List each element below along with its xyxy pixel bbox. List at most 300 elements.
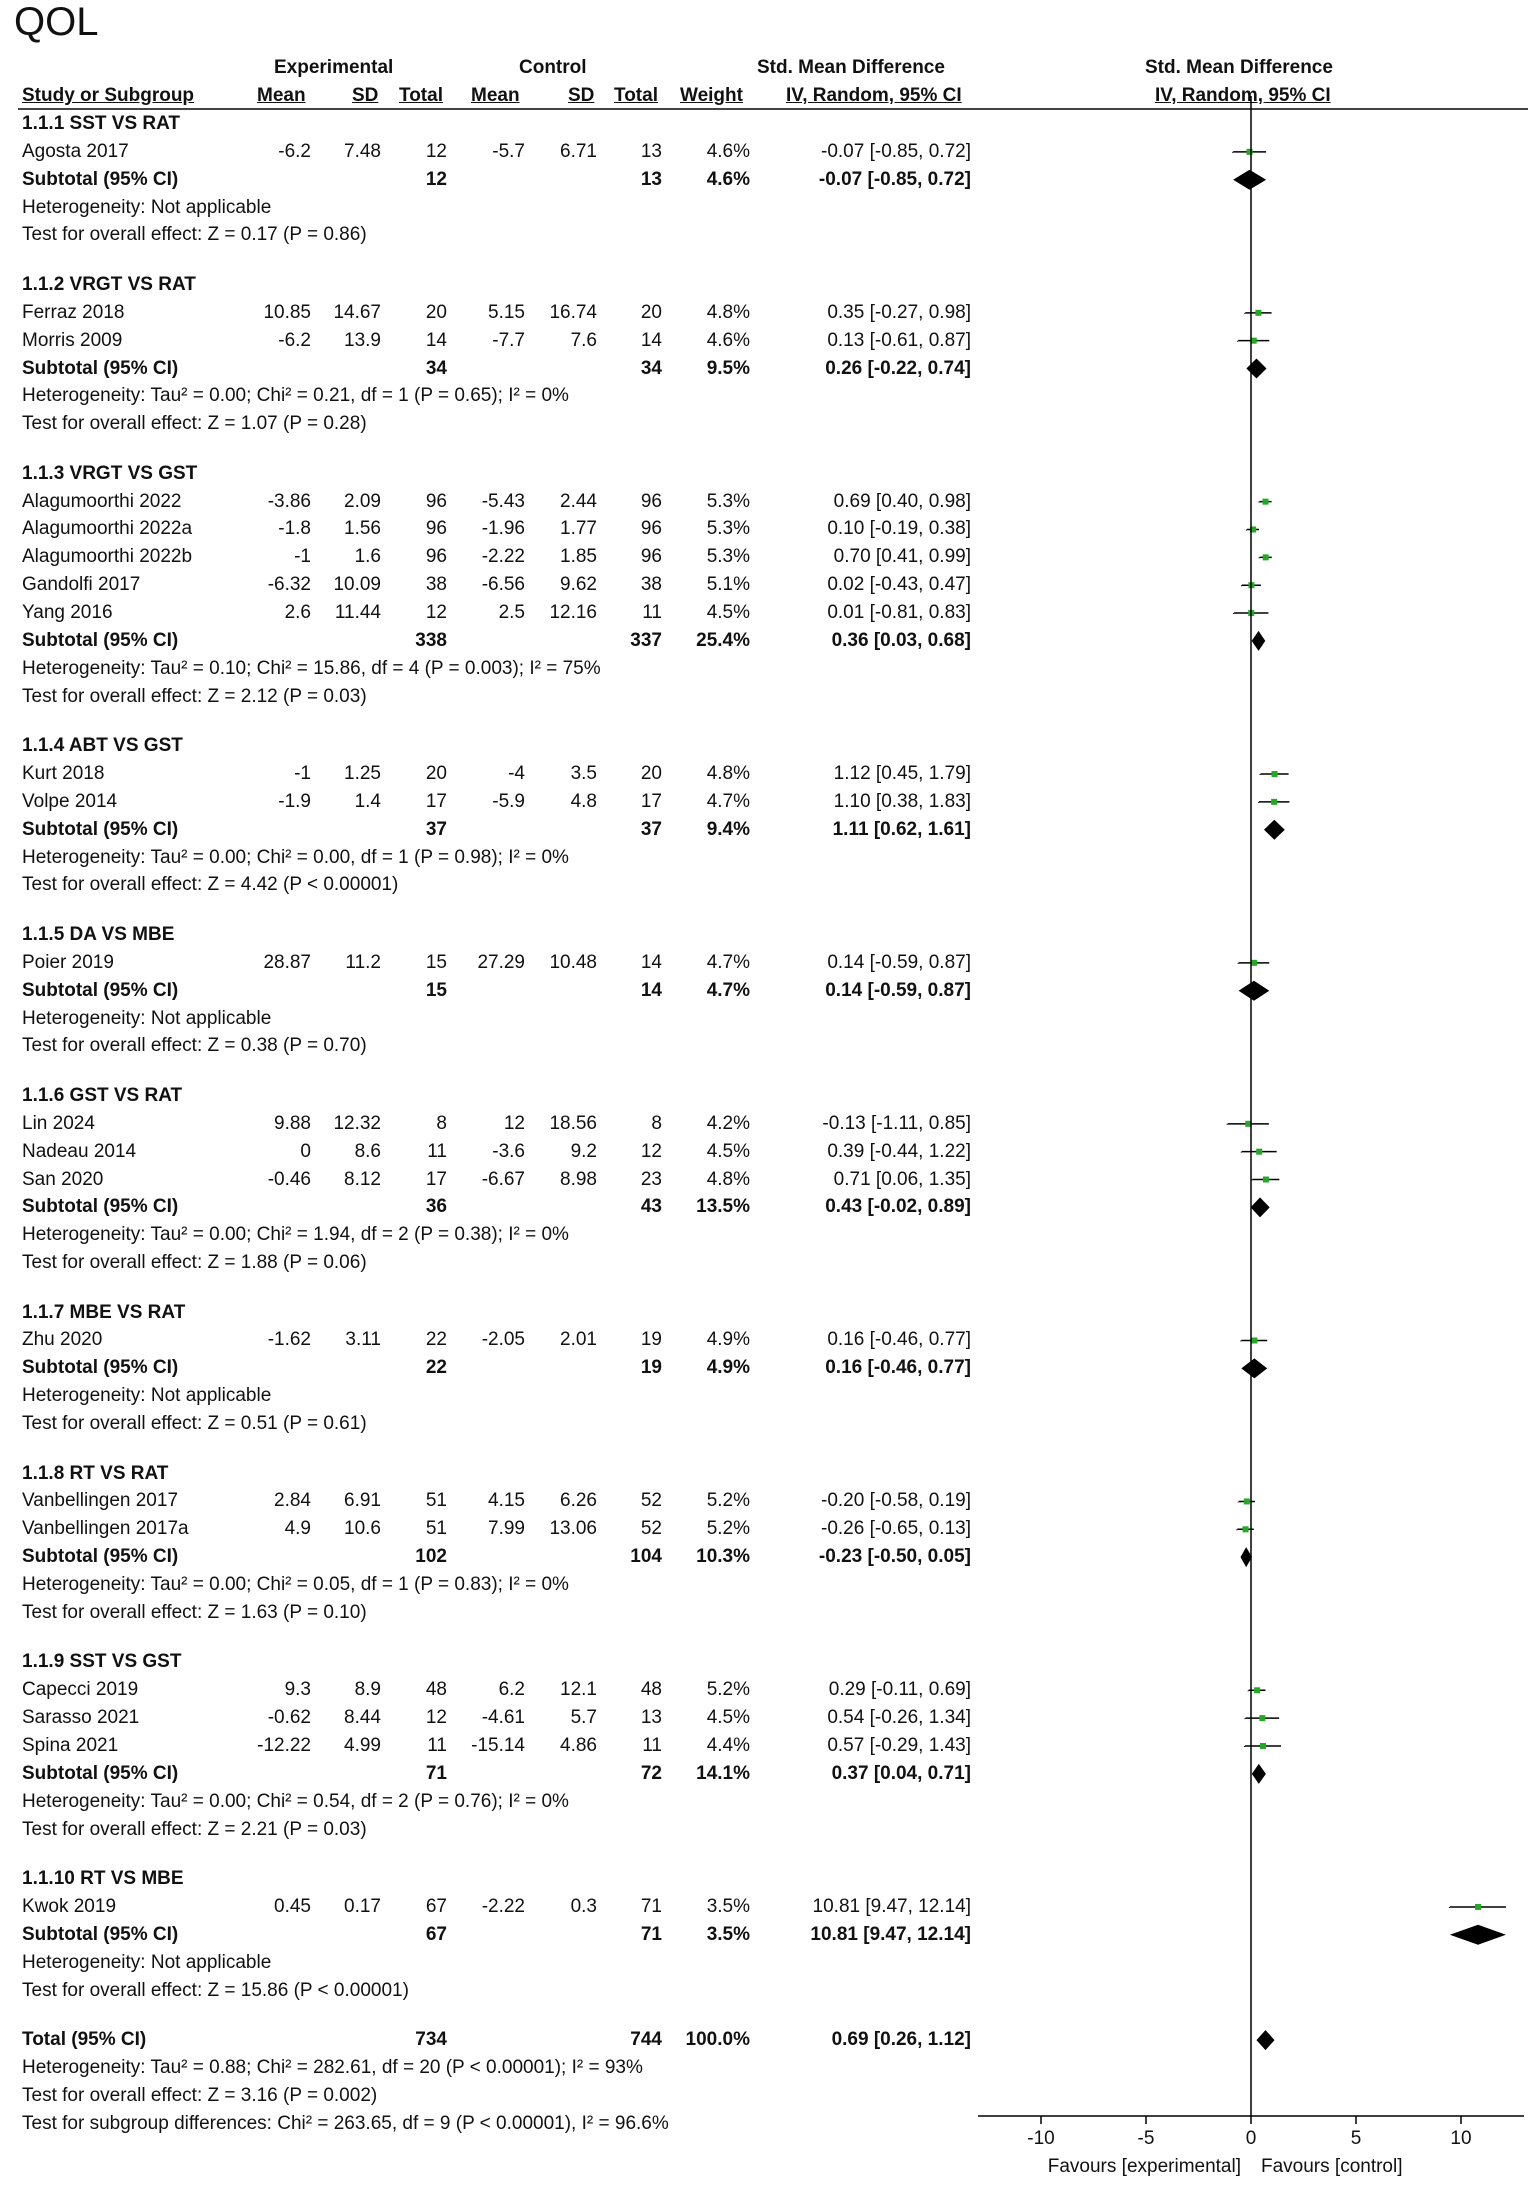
ctl-total: 34 bbox=[640, 357, 662, 379]
study-label: Spina 2021 bbox=[22, 1734, 119, 1756]
favours-right-label: Favours [control] bbox=[1261, 2156, 1403, 2177]
ctl-total: 744 bbox=[630, 2029, 662, 2051]
exp-total: 38 bbox=[425, 574, 447, 596]
ctl-sd: 4.86 bbox=[560, 1734, 597, 1756]
exp-mean: -0.46 bbox=[267, 1168, 311, 1190]
exp-sd: 8.44 bbox=[344, 1707, 381, 1729]
ctl-mean: 2.5 bbox=[498, 602, 525, 624]
x-tick-label: 0 bbox=[1245, 2128, 1257, 2149]
subtotal-label: Subtotal (95% CI) bbox=[22, 1762, 179, 1784]
weight: 25.4% bbox=[696, 629, 750, 651]
effect-point bbox=[1256, 1149, 1262, 1155]
header-weight: Weight bbox=[680, 85, 743, 106]
pooled-diamond bbox=[1239, 981, 1270, 1001]
exp-sd: 1.25 bbox=[344, 763, 381, 785]
weight: 4.8% bbox=[706, 1168, 750, 1190]
study-label: San 2020 bbox=[22, 1168, 104, 1190]
ctl-sd: 8.98 bbox=[560, 1168, 597, 1190]
ctl-sd: 12.1 bbox=[560, 1679, 597, 1701]
ctl-mean: -4 bbox=[508, 763, 525, 785]
exp-sd: 12.32 bbox=[333, 1112, 381, 1134]
effect-ci: 0.16 [-0.46, 0.77] bbox=[825, 1357, 971, 1379]
weight: 5.2% bbox=[706, 1679, 750, 1701]
effect-point bbox=[1251, 960, 1257, 966]
ctl-total: 71 bbox=[640, 1895, 662, 1917]
weight: 5.3% bbox=[706, 546, 750, 568]
note-label: Heterogeneity: Tau² = 0.00; Chi² = 0.05, df = 1 (P = 0.83); I² = 0% bbox=[22, 1574, 569, 1595]
effect-point bbox=[1262, 499, 1268, 505]
ctl-mean: 4.15 bbox=[488, 1490, 525, 1512]
study-label: Vanbellingen 2017a bbox=[22, 1518, 189, 1540]
subtotal-label: Subtotal (95% CI) bbox=[22, 1196, 179, 1218]
effect-ci: -0.20 [-0.58, 0.19] bbox=[821, 1490, 971, 1512]
ctl-mean: 27.29 bbox=[477, 951, 525, 973]
exp-mean: -1.9 bbox=[278, 790, 311, 812]
exp-mean: -3.86 bbox=[267, 490, 311, 512]
group-label: 1.1.3 VRGT VS GST bbox=[22, 462, 198, 484]
exp-total: 338 bbox=[415, 629, 447, 651]
ctl-mean: 7.99 bbox=[488, 1518, 525, 1540]
exp-sd: 10.09 bbox=[333, 574, 381, 596]
weight: 4.6% bbox=[706, 140, 750, 162]
ctl-mean: -6.67 bbox=[481, 1168, 525, 1190]
ctl-mean: -3.6 bbox=[492, 1140, 525, 1162]
study-label: Kurt 2018 bbox=[22, 763, 105, 785]
pooled-diamond bbox=[1233, 170, 1266, 190]
ctl-total: 43 bbox=[640, 1196, 662, 1218]
weight: 4.5% bbox=[706, 1140, 750, 1162]
exp-sd: 8.12 bbox=[344, 1168, 381, 1190]
ctl-total: 37 bbox=[640, 818, 662, 840]
weight: 4.5% bbox=[706, 602, 750, 624]
note-label: Test for overall effect: Z = 15.86 (P < 0.00001) bbox=[22, 1979, 409, 2001]
header-plot-smd: Std. Mean Difference bbox=[1145, 57, 1333, 78]
effect-ci: 0.57 [-0.29, 1.43] bbox=[827, 1734, 971, 1756]
effect-ci: 0.43 [-0.02, 0.89] bbox=[825, 1196, 971, 1218]
weight: 10.3% bbox=[696, 1546, 750, 1568]
exp-total: 22 bbox=[425, 1329, 447, 1351]
exp-sd: 1.4 bbox=[354, 790, 381, 812]
pooled-diamond bbox=[1246, 359, 1266, 379]
ctl-sd: 9.2 bbox=[570, 1140, 597, 1162]
exp-sd: 1.56 bbox=[344, 518, 381, 540]
ctl-total: 96 bbox=[640, 518, 662, 540]
exp-sd: 10.6 bbox=[344, 1518, 381, 1540]
effect-ci: 0.71 [0.06, 1.35] bbox=[833, 1168, 971, 1190]
note-label: Heterogeneity: Tau² = 0.00; Chi² = 1.94, df = 2 (P = 0.38); I² = 0% bbox=[22, 1224, 569, 1246]
pooled-diamond bbox=[1252, 631, 1266, 651]
exp-mean: -0.62 bbox=[267, 1707, 311, 1729]
effect-ci: 1.12 [0.45, 1.79] bbox=[833, 763, 971, 785]
weight: 5.2% bbox=[706, 1518, 750, 1540]
exp-mean: 28.87 bbox=[263, 951, 311, 973]
exp-mean: -6.2 bbox=[278, 140, 311, 162]
ctl-total: 96 bbox=[640, 546, 662, 568]
weight: 13.5% bbox=[696, 1196, 750, 1218]
x-tick-label: -5 bbox=[1137, 2128, 1155, 2149]
ctl-mean: -5.9 bbox=[492, 790, 525, 812]
subtotal-label: Subtotal (95% CI) bbox=[22, 1923, 179, 1945]
note-label: Heterogeneity: Tau² = 0.88; Chi² = 282.61, df = 20 (P < 0.00001); I² = 93% bbox=[22, 2056, 643, 2078]
ctl-total: 11 bbox=[642, 602, 662, 624]
ctl-sd: 16.74 bbox=[549, 301, 597, 323]
weight: 5.3% bbox=[706, 518, 750, 540]
effect-ci: 0.35 [-0.27, 0.98] bbox=[827, 301, 971, 323]
note-label: Test for overall effect: Z = 0.38 (P = 0.70) bbox=[22, 1035, 367, 1057]
ctl-total: 14 bbox=[640, 329, 662, 351]
ctl-mean: -5.43 bbox=[481, 490, 525, 512]
study-label: Alagumoorthi 2022 bbox=[22, 490, 182, 512]
effect-ci: -0.07 [-0.85, 0.72] bbox=[821, 140, 971, 162]
note-label: Heterogeneity: Tau² = 0.10; Chi² = 15.86, df = 4 (P = 0.003); I² = 75% bbox=[22, 657, 601, 679]
exp-total: 96 bbox=[425, 490, 447, 512]
ctl-mean: -1.96 bbox=[481, 518, 525, 540]
ctl-sd: 10.48 bbox=[549, 951, 597, 973]
ctl-sd: 6.26 bbox=[560, 1490, 597, 1512]
exp-total: 36 bbox=[425, 1196, 447, 1218]
weight: 4.8% bbox=[706, 301, 750, 323]
subtotal-label: Subtotal (95% CI) bbox=[22, 979, 179, 1001]
ctl-total: 38 bbox=[640, 574, 662, 596]
weight: 4.8% bbox=[706, 763, 750, 785]
ctl-total: 23 bbox=[640, 1168, 662, 1190]
header-ctl-total: Total bbox=[614, 85, 658, 106]
note-label: Test for overall effect: Z = 1.88 (P = 0.06) bbox=[22, 1252, 367, 1274]
header-ctl-mean: Mean bbox=[471, 85, 520, 106]
header-study: Study or Subgroup bbox=[22, 85, 195, 106]
ctl-total: 12 bbox=[640, 1140, 662, 1162]
pooled-diamond bbox=[1251, 1197, 1270, 1217]
effect-point bbox=[1260, 1743, 1266, 1749]
ctl-mean: 6.2 bbox=[498, 1679, 525, 1701]
exp-total: 12 bbox=[425, 1707, 447, 1729]
header-smd: Std. Mean Difference bbox=[757, 57, 945, 78]
ctl-mean: -7.7 bbox=[492, 329, 525, 351]
exp-mean: 2.84 bbox=[274, 1490, 311, 1512]
ctl-total: 13 bbox=[640, 140, 662, 162]
effect-ci: 1.11 [0.62, 1.61] bbox=[832, 818, 971, 840]
effect-ci: 0.69 [0.26, 1.12] bbox=[831, 2029, 971, 2051]
note-label: Heterogeneity: Tau² = 0.00; Chi² = 0.54, df = 2 (P = 0.76); I² = 0% bbox=[22, 1790, 569, 1812]
exp-sd: 7.48 bbox=[344, 140, 381, 162]
subtotal-label: Subtotal (95% CI) bbox=[22, 818, 179, 840]
ctl-total: 13 bbox=[640, 168, 662, 190]
subtotal-label: Subtotal (95% CI) bbox=[22, 1357, 179, 1379]
ctl-total: 71 bbox=[640, 1923, 662, 1945]
weight: 9.5% bbox=[706, 357, 750, 379]
weight: 4.7% bbox=[706, 790, 750, 812]
note-label: Heterogeneity: Not applicable bbox=[22, 1385, 272, 1407]
ctl-sd: 2.01 bbox=[560, 1329, 597, 1351]
weight: 4.6% bbox=[706, 329, 750, 351]
ctl-total: 17 bbox=[640, 790, 662, 812]
exp-total: 96 bbox=[425, 546, 447, 568]
ctl-sd: 18.56 bbox=[549, 1112, 597, 1134]
weight: 9.4% bbox=[706, 818, 750, 840]
ctl-mean: -4.61 bbox=[481, 1707, 525, 1729]
x-tick-label: 5 bbox=[1350, 2128, 1362, 2149]
exp-total: 12 bbox=[425, 140, 447, 162]
exp-mean: 0 bbox=[300, 1140, 311, 1162]
ctl-sd: 5.7 bbox=[570, 1707, 597, 1729]
weight: 4.7% bbox=[706, 979, 750, 1001]
effect-ci: -0.13 [-1.11, 0.85] bbox=[822, 1112, 971, 1134]
note-label: Test for overall effect: Z = 3.16 (P = 0.002) bbox=[22, 2084, 378, 2106]
exp-total: 12 bbox=[425, 168, 447, 190]
exp-mean: -1.8 bbox=[278, 518, 311, 540]
ctl-sd: 4.8 bbox=[570, 790, 597, 812]
exp-total: 11 bbox=[427, 1734, 447, 1756]
note-label: Test for overall effect: Z = 0.17 (P = 0.86) bbox=[22, 224, 367, 246]
effect-point bbox=[1259, 1715, 1265, 1721]
exp-mean: 0.45 bbox=[274, 1895, 311, 1917]
ctl-sd: 12.16 bbox=[549, 602, 597, 624]
ctl-mean: -15.14 bbox=[471, 1734, 525, 1756]
exp-total: 67 bbox=[425, 1923, 447, 1945]
exp-sd: 14.67 bbox=[333, 301, 381, 323]
subtotal-label: Subtotal (95% CI) bbox=[22, 357, 179, 379]
weight: 4.7% bbox=[706, 951, 750, 973]
exp-sd: 1.6 bbox=[354, 546, 381, 568]
effect-point bbox=[1243, 1526, 1249, 1532]
exp-mean: 2.6 bbox=[284, 602, 311, 624]
pooled-diamond bbox=[1252, 1764, 1266, 1784]
header-plot-method: IV, Random, 95% CI bbox=[1155, 85, 1331, 106]
group-label: 1.1.9 SST VS GST bbox=[22, 1651, 182, 1673]
pooled-diamond bbox=[1256, 2030, 1274, 2050]
exp-mean: 10.85 bbox=[263, 301, 311, 323]
effect-ci: 0.26 [-0.22, 0.74] bbox=[825, 357, 971, 379]
study-label: Capecci 2019 bbox=[22, 1679, 139, 1701]
note-label: Test for overall effect: Z = 2.12 (P = 0.03) bbox=[22, 685, 367, 707]
ctl-mean: -2.22 bbox=[481, 546, 525, 568]
header-exp-sd: SD bbox=[352, 85, 379, 106]
header-ctl-sd: SD bbox=[568, 85, 595, 106]
ctl-sd: 6.71 bbox=[560, 140, 597, 162]
weight: 5.3% bbox=[706, 490, 750, 512]
effect-ci: 0.02 [-0.43, 0.47] bbox=[827, 574, 971, 596]
weight: 4.9% bbox=[706, 1357, 750, 1379]
exp-sd: 0.17 bbox=[344, 1895, 381, 1917]
study-label: Poier 2019 bbox=[22, 951, 114, 973]
ctl-mean: -6.56 bbox=[481, 574, 525, 596]
effect-point bbox=[1271, 799, 1277, 805]
effect-ci: 0.29 [-0.11, 0.69] bbox=[828, 1679, 971, 1701]
effect-point bbox=[1263, 554, 1269, 560]
weight: 4.4% bbox=[706, 1734, 750, 1756]
exp-mean: 9.3 bbox=[284, 1679, 311, 1701]
study-label: Vanbellingen 2017 bbox=[22, 1490, 179, 1512]
ctl-sd: 9.62 bbox=[560, 574, 597, 596]
exp-total: 34 bbox=[425, 357, 447, 379]
exp-total: 67 bbox=[425, 1895, 447, 1917]
exp-total: 17 bbox=[425, 1168, 447, 1190]
weight: 4.9% bbox=[706, 1329, 750, 1351]
exp-mean: -1.62 bbox=[267, 1329, 311, 1351]
header-experimental: Experimental bbox=[274, 57, 394, 78]
group-label: 1.1.1 SST VS RAT bbox=[22, 113, 181, 134]
effect-ci: -0.07 [-0.85, 0.72] bbox=[818, 168, 971, 190]
exp-mean: -6.32 bbox=[267, 574, 311, 596]
note-label: Test for overall effect: Z = 1.63 (P = 0.10) bbox=[22, 1601, 367, 1623]
exp-sd: 3.11 bbox=[345, 1329, 381, 1351]
group-label: 1.1.6 GST VS RAT bbox=[22, 1084, 183, 1106]
total-label: Total (95% CI) bbox=[22, 2029, 147, 2051]
header-control: Control bbox=[519, 57, 587, 78]
weight: 4.2% bbox=[706, 1112, 750, 1134]
study-label: Alagumoorthi 2022b bbox=[22, 546, 193, 568]
note-label: Heterogeneity: Not applicable bbox=[22, 1007, 272, 1029]
note-label: Test for overall effect: Z = 4.42 (P < 0.00001) bbox=[22, 874, 399, 896]
exp-sd: 2.09 bbox=[344, 490, 381, 512]
ctl-mean: 5.15 bbox=[488, 301, 525, 323]
group-label: 1.1.7 MBE VS RAT bbox=[22, 1301, 186, 1323]
exp-mean: -1 bbox=[294, 763, 311, 785]
study-label: Ferraz 2018 bbox=[22, 301, 125, 323]
effect-ci: -0.26 [-0.65, 0.13] bbox=[821, 1518, 971, 1540]
effect-ci: 1.10 [0.38, 1.83] bbox=[833, 790, 971, 812]
exp-total: 48 bbox=[425, 1679, 447, 1701]
effect-ci: 0.36 [0.03, 0.68] bbox=[831, 629, 971, 651]
exp-total: 71 bbox=[425, 1762, 447, 1784]
exp-sd: 8.6 bbox=[354, 1140, 381, 1162]
study-label: Volpe 2014 bbox=[22, 790, 118, 812]
favours-left-label: Favours [experimental] bbox=[1047, 2156, 1241, 2177]
exp-sd: 8.9 bbox=[354, 1679, 381, 1701]
effect-ci: 0.14 [-0.59, 0.87] bbox=[825, 979, 971, 1001]
ctl-total: 337 bbox=[630, 629, 662, 651]
group-label: 1.1.4 ABT VS GST bbox=[22, 735, 183, 757]
effect-point bbox=[1263, 1177, 1269, 1183]
ctl-total: 19 bbox=[640, 1357, 662, 1379]
ctl-total: 104 bbox=[630, 1546, 662, 1568]
ctl-sd: 13.06 bbox=[549, 1518, 597, 1540]
note-label: Test for overall effect: Z = 2.21 (P = 0.03) bbox=[22, 1818, 367, 1840]
exp-sd: 13.9 bbox=[344, 329, 381, 351]
ctl-sd: 1.77 bbox=[560, 518, 597, 540]
ctl-total: 13 bbox=[640, 1707, 662, 1729]
effect-point bbox=[1475, 1904, 1481, 1910]
exp-mean: -1 bbox=[294, 546, 311, 568]
weight: 5.1% bbox=[706, 574, 750, 596]
exp-total: 15 bbox=[425, 951, 447, 973]
effect-point bbox=[1244, 1498, 1250, 1504]
exp-sd: 11.44 bbox=[334, 602, 381, 624]
exp-total: 22 bbox=[425, 1357, 447, 1379]
ctl-total: 19 bbox=[640, 1329, 662, 1351]
effect-ci: -0.23 [-0.50, 0.05] bbox=[818, 1546, 971, 1568]
note-label: Heterogeneity: Tau² = 0.00; Chi² = 0.21, df = 1 (P = 0.65); I² = 0% bbox=[22, 385, 569, 407]
group-label: 1.1.8 RT VS RAT bbox=[22, 1462, 169, 1484]
exp-total: 96 bbox=[425, 518, 447, 540]
weight: 4.6% bbox=[706, 168, 750, 190]
exp-total: 11 bbox=[427, 1140, 447, 1162]
exp-total: 20 bbox=[425, 301, 447, 323]
exp-total: 734 bbox=[415, 2029, 447, 2051]
study-label: Nadeau 2014 bbox=[22, 1140, 137, 1162]
effect-ci: 0.54 [-0.26, 1.34] bbox=[827, 1707, 971, 1729]
group-label: 1.1.2 VRGT VS RAT bbox=[22, 273, 196, 295]
ctl-sd: 0.3 bbox=[570, 1895, 597, 1917]
ctl-total: 20 bbox=[640, 301, 662, 323]
weight: 14.1% bbox=[696, 1762, 750, 1784]
ctl-sd: 1.85 bbox=[560, 546, 597, 568]
effect-ci: 0.10 [-0.19, 0.38] bbox=[827, 518, 971, 540]
exp-total: 51 bbox=[425, 1490, 447, 1512]
effect-ci: 0.13 [-0.61, 0.87] bbox=[827, 329, 971, 351]
ctl-total: 52 bbox=[640, 1490, 662, 1512]
subtotal-label: Subtotal (95% CI) bbox=[22, 168, 179, 190]
pooled-diamond bbox=[1450, 1925, 1506, 1945]
effect-ci: 10.81 [9.47, 12.14] bbox=[810, 1923, 971, 1945]
exp-mean: -12.22 bbox=[257, 1734, 311, 1756]
header-method: IV, Random, 95% CI bbox=[786, 85, 962, 106]
exp-sd: 11.2 bbox=[345, 951, 381, 973]
note-label: Test for overall effect: Z = 0.51 (P = 0.61) bbox=[22, 1413, 367, 1435]
study-label: Agosta 2017 bbox=[22, 140, 129, 162]
effect-ci: 0.69 [0.40, 0.98] bbox=[833, 490, 971, 512]
ctl-sd: 3.5 bbox=[570, 763, 597, 785]
study-label: Zhu 2020 bbox=[22, 1329, 103, 1351]
header-exp-total: Total bbox=[399, 85, 443, 106]
exp-total: 51 bbox=[425, 1518, 447, 1540]
effect-ci: 0.16 [-0.46, 0.77] bbox=[827, 1329, 971, 1351]
group-label: 1.1.10 RT VS MBE bbox=[22, 1868, 184, 1890]
study-label: Morris 2009 bbox=[22, 329, 123, 351]
exp-total: 20 bbox=[425, 763, 447, 785]
note-label: Heterogeneity: Tau² = 0.00; Chi² = 0.00, df = 1 (P = 0.98); I² = 0% bbox=[22, 846, 569, 868]
exp-total: 17 bbox=[425, 790, 447, 812]
ctl-sd: 2.44 bbox=[560, 490, 597, 512]
ctl-mean: -2.22 bbox=[481, 1895, 525, 1917]
effect-ci: 0.01 [-0.81, 0.83] bbox=[827, 602, 971, 624]
figure-title: QOL bbox=[14, 0, 99, 44]
header-exp-mean: Mean bbox=[257, 85, 306, 106]
exp-total: 37 bbox=[425, 818, 447, 840]
note-label: Heterogeneity: Not applicable bbox=[22, 1951, 272, 1973]
weight: 100.0% bbox=[685, 2029, 750, 2051]
study-label: Alagumoorthi 2022a bbox=[22, 518, 193, 540]
ctl-mean: 12 bbox=[503, 1112, 525, 1134]
exp-mean: 4.9 bbox=[284, 1518, 311, 1540]
x-tick-label: 10 bbox=[1450, 2128, 1472, 2149]
effect-point bbox=[1254, 1687, 1260, 1693]
exp-total: 8 bbox=[436, 1112, 447, 1134]
ctl-total: 14 bbox=[640, 979, 662, 1001]
weight: 3.5% bbox=[706, 1895, 750, 1917]
group-label: 1.1.5 DA VS MBE bbox=[22, 923, 175, 945]
weight: 5.2% bbox=[706, 1490, 750, 1512]
exp-mean: -6.2 bbox=[278, 329, 311, 351]
study-label: Sarasso 2021 bbox=[22, 1707, 140, 1729]
pooled-diamond bbox=[1241, 1358, 1267, 1378]
effect-ci: 0.37 [0.04, 0.71] bbox=[831, 1762, 971, 1784]
study-label: Kwok 2019 bbox=[22, 1895, 117, 1917]
ctl-total: 14 bbox=[640, 951, 662, 973]
subtotal-label: Subtotal (95% CI) bbox=[22, 629, 179, 651]
effect-point bbox=[1255, 310, 1261, 316]
ctl-total: 20 bbox=[640, 763, 662, 785]
ctl-total: 96 bbox=[640, 490, 662, 512]
study-label: Lin 2024 bbox=[22, 1112, 95, 1134]
exp-sd: 4.99 bbox=[344, 1734, 381, 1756]
ctl-total: 11 bbox=[642, 1734, 662, 1756]
note-label: Test for overall effect: Z = 1.07 (P = 0.28) bbox=[22, 413, 367, 435]
ctl-sd: 7.6 bbox=[570, 329, 597, 351]
effect-ci: 0.14 [-0.59, 0.87] bbox=[827, 951, 971, 973]
effect-point bbox=[1251, 1337, 1257, 1343]
study-label: Yang 2016 bbox=[22, 602, 113, 624]
